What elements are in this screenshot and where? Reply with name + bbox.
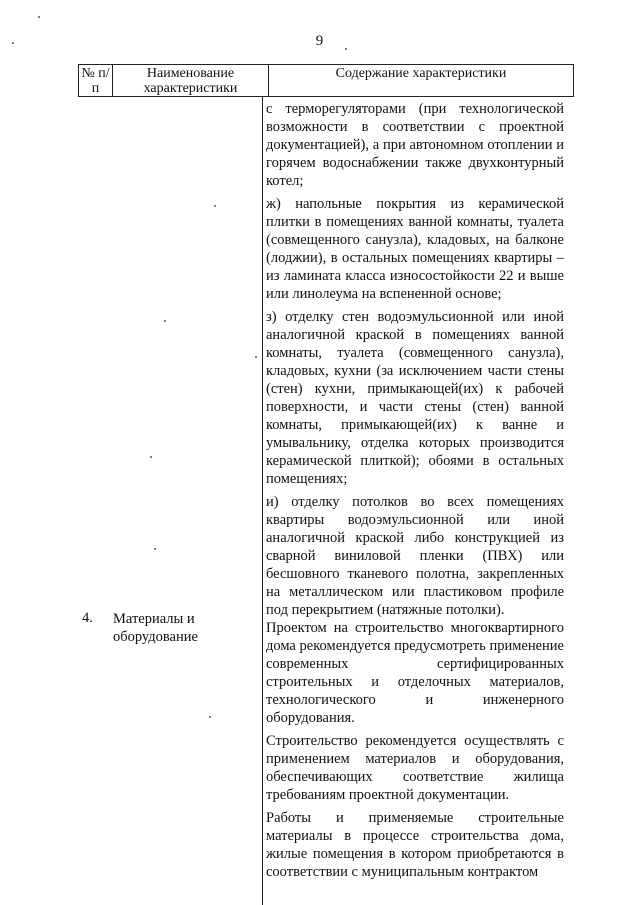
row4-number: 4.: [82, 610, 93, 626]
content-paragraph: з) отделку стен водоэмульсионной или иной аналогичной краской в помещениях ванной комнаты, туалета (совмещенного санузла), кладовых, кухни (за исключением части стены (стен) кухни, примыкающей(их) к рабочей поверхности, и части стены (стен) ванной комнаты, примыкающей(их) к ванне и умывальнику, отделка которых производится керамической плиткой); обоями в остальных помещениях;: [266, 309, 564, 487]
page-number: 9: [315, 33, 324, 49]
header-col-name: Наименование характеристики: [113, 65, 269, 96]
scan-speck: [345, 48, 347, 50]
row4-content-paragraph: Проектом на строительство многоквартирного дома рекомендуется предусмотреть применение современных сертифицированных строительных и отделочных материалов, технологического и инженерного оборудования.: [266, 620, 564, 726]
scan-speck: [255, 356, 257, 358]
content-paragraph: с терморегуляторами (при технологической возможности в соответствии с проектной документацией), а при автономном отоплении и горячем водоснабжении также двухконтурный котел;: [266, 101, 564, 189]
scan-speck: [214, 205, 216, 207]
content-paragraph: ж) напольные покрытия из керамической плитки в помещениях ванной комнаты, туалета (совмещенного санузла), кладовых, на балконе (лоджии), в остальных помещениях квартиры – из ламината класса износостойкости 22 и выше или линолеума на вспененной основе;: [266, 196, 564, 302]
column-divider-content: [262, 97, 263, 905]
row4-name: Материалы и оборудование: [113, 611, 198, 645]
scan-speck: [209, 716, 211, 718]
characteristic-content: [266, 100, 564, 881]
scan-speck: [164, 320, 166, 322]
content-paragraph: и) отделку потолков во всех помещениях квартиры водоэмульсионной или иной аналогичной краской либо конструкцией из сварной виниловой пленки (ПВХ) или бесшовного тканевого полотна, закрепленных на металлическом или пластиковом профиле под перекрытием (натяжные потолки).: [266, 494, 564, 618]
header-col-number: № п/п: [79, 65, 113, 96]
table-header: [78, 64, 574, 97]
header-col-content: Содержание характеристики: [335, 66, 507, 81]
scan-speck: [150, 456, 152, 458]
scan-speck: [38, 16, 40, 18]
row4-content-paragraph: Работы и применяемые строительные материалы в процессе строительства дома, жилые помещения в котором приобретаются в соответствии с муниципальным контрактом: [266, 810, 564, 880]
scan-speck: [12, 42, 14, 44]
row4-content-paragraph: Строительство рекомендуется осуществлять с применением материалов и оборудования, обеспечивающих соответствие жилища требованиям проектной документации.: [266, 733, 564, 803]
scan-speck: [154, 548, 156, 550]
